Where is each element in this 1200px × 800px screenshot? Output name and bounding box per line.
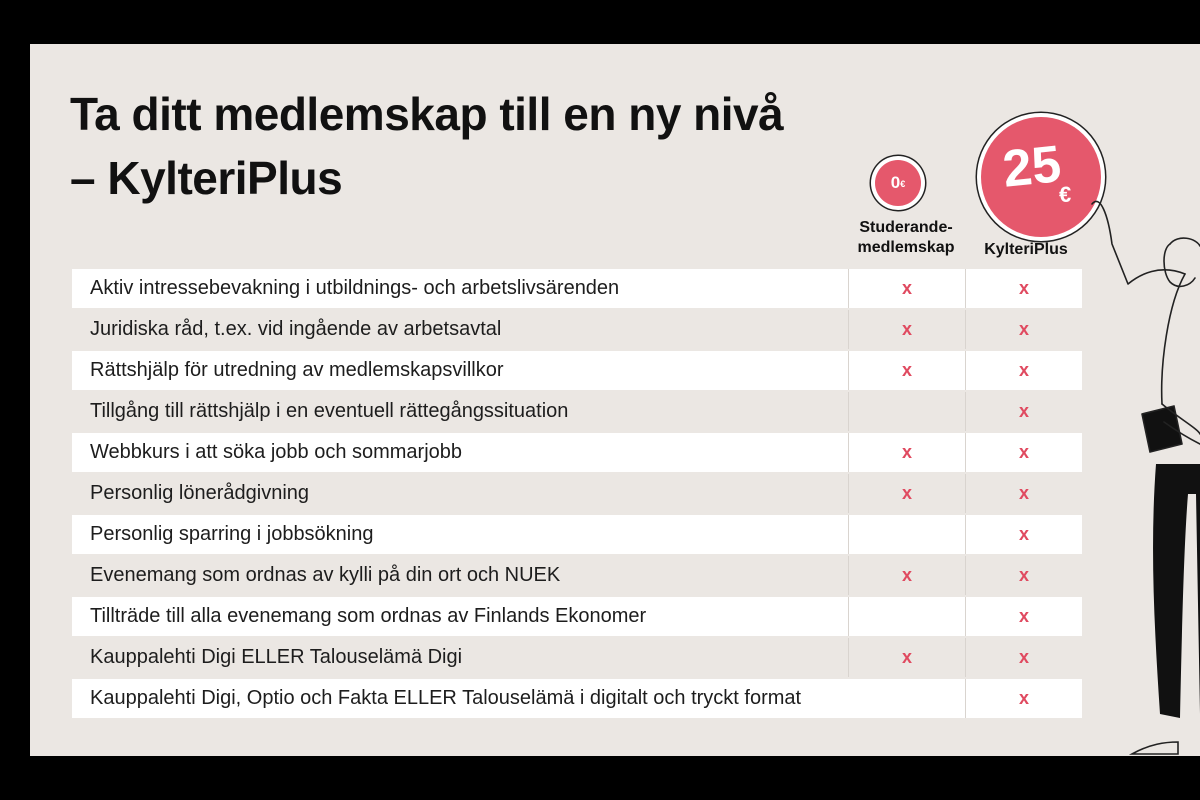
table-row <box>72 351 1082 390</box>
table-row <box>72 269 1082 308</box>
benefit-label: Kauppalehti Digi, Optio och Fakta ELLER Talouselämä i digitalt och tryckt format <box>90 687 802 709</box>
benefit-label: Personlig sparring i jobbsökning <box>90 523 374 545</box>
table-row <box>72 556 1082 595</box>
student-check-mark: x <box>848 269 965 308</box>
title-line-2: – KylteriPlus <box>70 152 343 204</box>
plus-check-mark: x <box>965 515 1082 554</box>
student-check-mark: x <box>848 351 965 390</box>
student-check-mark: x <box>848 556 965 595</box>
plus-check-mark: x <box>965 351 1082 390</box>
person-illustration-icon <box>1070 194 1200 756</box>
table-row <box>72 433 1082 472</box>
student-check-mark <box>848 515 965 554</box>
plus-check-mark: x <box>965 597 1082 636</box>
table-row <box>72 310 1082 349</box>
benefits-table <box>72 269 1082 720</box>
comparison-panel <box>30 44 1200 756</box>
student-price: 0 <box>890 173 901 192</box>
plus-check-mark: x <box>965 638 1082 677</box>
plus-check-mark: x <box>965 679 1082 718</box>
plus-check-mark: x <box>965 556 1082 595</box>
benefit-label: Tillträde till alla evenemang som ordnas av Finlands Ekonomer <box>90 605 647 627</box>
table-row <box>72 474 1082 513</box>
column-header-student-line-2: medlemskap <box>857 239 955 256</box>
plus-check-mark: x <box>965 269 1082 308</box>
plus-price: 25 <box>1000 135 1064 199</box>
benefit-label: Tillgång till rättshjälp i en eventuell rättegångssituation <box>90 400 569 422</box>
table-row <box>72 638 1082 677</box>
column-header-student <box>845 218 967 258</box>
column-header-plus: KylteriPlus <box>984 241 1068 258</box>
table-row <box>72 515 1082 554</box>
table-row <box>72 597 1082 636</box>
column-header-student-line-1: Studerande- <box>859 219 953 236</box>
student-check-mark: x <box>848 474 965 513</box>
student-price-badge <box>875 160 921 206</box>
student-check-mark: x <box>848 638 965 677</box>
student-check-mark <box>848 597 965 636</box>
benefit-label: Webbkurs i att söka jobb och sommarjobb <box>90 441 463 463</box>
plus-check-mark: x <box>965 310 1082 349</box>
benefit-label: Personlig lönerådgivning <box>90 482 310 504</box>
student-check-mark <box>848 392 965 431</box>
benefit-label: Kauppalehti Digi ELLER Talouselämä Digi <box>90 646 463 668</box>
plus-check-mark: x <box>965 392 1082 431</box>
benefit-label: Juridiska råd, t.ex. vid ingående av arbetsavtal <box>90 318 502 340</box>
student-currency: € <box>900 179 906 189</box>
plus-check-mark: x <box>965 474 1082 513</box>
benefit-label: Evenemang som ordnas av kylli på din ort och NUEK <box>90 564 561 586</box>
student-check-mark: x <box>848 310 965 349</box>
plus-currency: € <box>1059 182 1072 207</box>
plus-check-mark: x <box>965 433 1082 472</box>
title-line-1: Ta ditt medlemskap till en ny nivå <box>70 88 784 140</box>
page-title <box>70 82 783 210</box>
student-check-mark: x <box>848 433 965 472</box>
table-row <box>72 392 1082 431</box>
benefit-label: Rättshjälp för utredning av medlemskapsvillkor <box>90 359 504 381</box>
benefit-label: Aktiv intressebevakning i utbildnings- och arbetslivsärenden <box>90 277 620 299</box>
table-row <box>72 679 1082 718</box>
